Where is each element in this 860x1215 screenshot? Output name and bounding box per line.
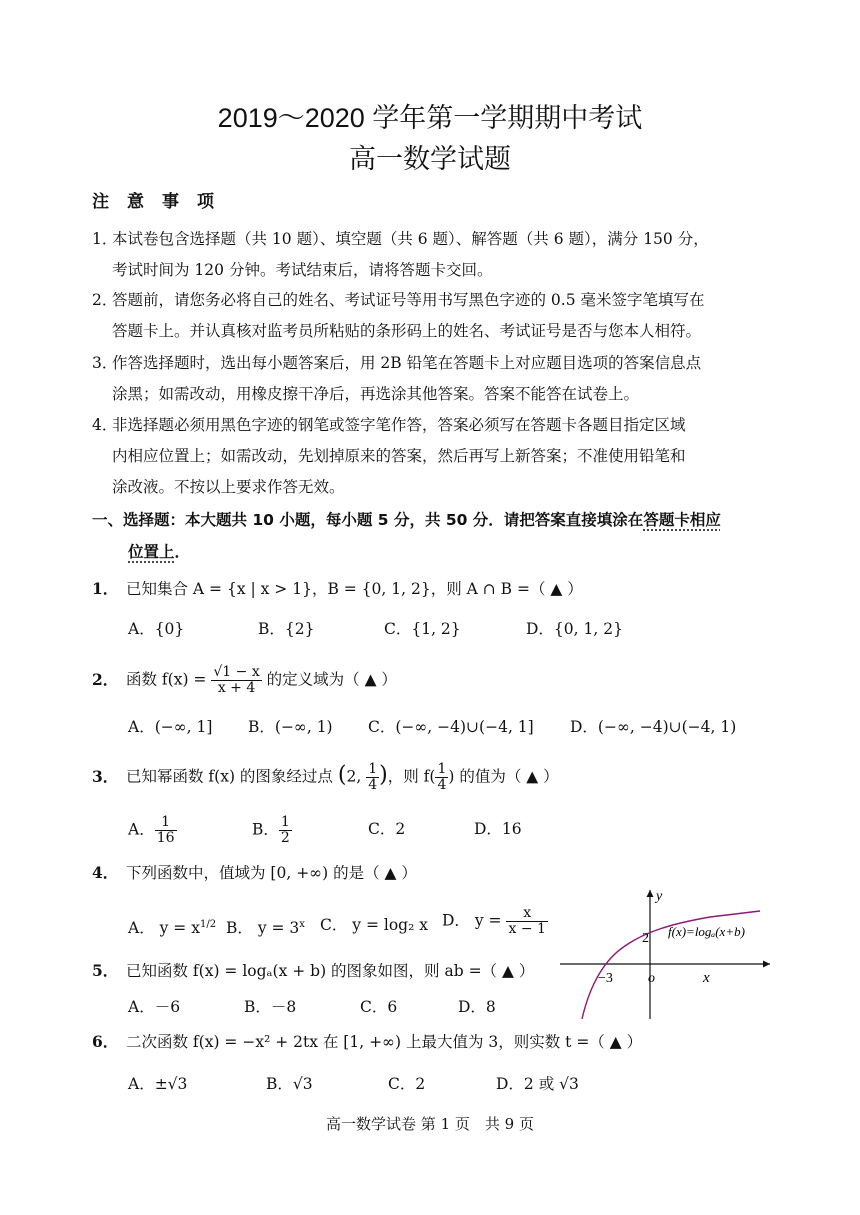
question-1-stem: 1． 已知集合 A = {x | x > 1}，B = {0, 1, 2}，则 A ∩ B =（ ▲ ） <box>92 579 583 598</box>
question-6-stem: 6． 二次函数 f(x) = −x² + 2tx 在 [1, +∞) 上最大值为 3，则实数 t =（ ▲ ） <box>92 1032 643 1051</box>
q2-option-c: C．(−∞, −4)∪(−4, 1] <box>368 718 534 736</box>
q6-option-c: C．2 <box>388 1075 426 1093</box>
question-2-stem: 2． 函数 f(x) = $\frac{√1 - x}{x + 4}$ 的定义域为（ ▲ ） <box>92 664 397 696</box>
notice-1-line-2: 考试时间为 120 分钟。考试结束后，请将答题卡交回。 <box>112 261 493 279</box>
q3-option-a: A． $\frac{1}{16}$ <box>128 814 175 846</box>
q1-option-c: C．{1, 2} <box>384 620 461 638</box>
q4-option-d: D． y = $\frac{x}{x - 1}$ <box>442 905 546 937</box>
section-1-heading: 一、选择题：本大题共 10 小题，每小题 5 分，共 50 分．请把答案直接填涂在答题卡相应 <box>92 511 721 529</box>
q1-option-d: D．{0, 1, 2} <box>526 620 623 638</box>
question-3-stem: 3． 已知幂函数 f(x) 的图象经过点 (2, $\frac{1}{4}$ )，则 f( $\frac{1}{4}$ ) 的值为（ ▲ ） <box>92 761 559 793</box>
notice-1-line-1: 1．本试卷包含选择题（共 10 题）、填空题（共 6 题）、解答题（共 6 题），满分 150 分， <box>92 230 709 248</box>
notice-3-line-2: 涂黑；如需改动，用橡皮擦干净后，再选涂其他答案。答案不能答在试卷上。 <box>112 385 640 403</box>
notice-heading: 注意事项 <box>92 192 232 212</box>
q1-option-b: B．{2} <box>258 620 315 638</box>
notice-2-line-1: 2．答题前，请您务必将自己的姓名、考试证号等用书写黑色字迹的 0.5 毫米签字笔填写在 <box>92 291 705 309</box>
q2-option-d: D．(−∞, −4)∪(−4, 1) <box>570 718 737 736</box>
q4-option-c: C． y = log₂ x <box>320 916 428 934</box>
q3-option-d: D．16 <box>474 820 522 838</box>
x-axis-label: x <box>703 970 710 986</box>
question-4-stem: 4． 下列函数中，值域为 [0, +∞) 的是（ ▲ ） <box>92 863 417 882</box>
q4-option-b: B． $y = 3^x$ <box>226 919 305 938</box>
neg3-label: −3 <box>598 971 613 986</box>
q3-option-b: B． $\frac{1}{2}$ <box>252 814 290 846</box>
q5-option-a: A．－6 <box>128 998 181 1016</box>
q4-option-a: A． $y = x^{1/2}$ <box>128 919 217 938</box>
q3-arg-fraction: $\frac{1}{4}$ <box>437 761 447 793</box>
y-axis-label: y <box>656 889 663 904</box>
q1-option-a: A．{0} <box>128 620 185 638</box>
curve-label: f(x)=logₐ(x+b) <box>668 924 745 939</box>
q6-option-a: A．±√3 <box>128 1075 188 1093</box>
origin-label: o <box>648 971 655 986</box>
q6-option-d: D．2 或 √3 <box>496 1075 579 1093</box>
q6-option-b: B．√3 <box>266 1075 313 1093</box>
q2-option-a: A．(−∞, 1] <box>128 718 213 736</box>
q5-function-graph <box>560 884 780 1024</box>
y2-label: 2 <box>642 931 649 946</box>
q5-option-d: D．8 <box>458 998 496 1016</box>
q3-option-c: C．2 <box>368 820 406 838</box>
exam-subtitle: 高一数学试题 <box>349 144 511 175</box>
notice-2-line-2: 答题卡上。并认真核对监考员所粘贴的条形码上的姓名、考试证号是否与您本人相符。 <box>112 322 702 340</box>
q3-point-fraction: $\frac{1}{4}$ <box>368 761 378 793</box>
q2-option-b: B．(−∞, 1) <box>248 718 333 736</box>
q2-fraction: $\frac{√1 - x}{x + 4}$ <box>213 664 260 696</box>
exam-title: 2019～2020 学年第一学期期中考试 <box>217 103 643 133</box>
notice-4-line-1: 4．非选择题必须用黑色字迹的钢笔或签字笔作答，答案必须写在答题卡各题目指定区域 <box>92 416 686 434</box>
question-5-stem: 5． 已知函数 f(x) = logₐ(x + b) 的图象如图，则 ab =（ ▲ ） <box>92 961 535 980</box>
notice-4-line-2: 内相应位置上；如需改动，先划掉原来的答案，然后再写上新答案；不准使用铅笔和 <box>112 447 686 465</box>
notice-4-line-3: 涂改液。不按以上要求作答无效。 <box>112 478 345 496</box>
q5-option-c: C．6 <box>360 998 398 1016</box>
section-1-heading-cont: 位置上． <box>128 543 191 561</box>
notice-3-line-1: 3．作答选择题时，选出每小题答案后，用 2B 铅笔在答题卡上对应题目选项的答案信息点 <box>92 354 702 372</box>
q5-option-b: B．－8 <box>244 998 297 1016</box>
page-footer: 高一数学试卷 第 1 页 共 9 页 <box>326 1115 534 1133</box>
